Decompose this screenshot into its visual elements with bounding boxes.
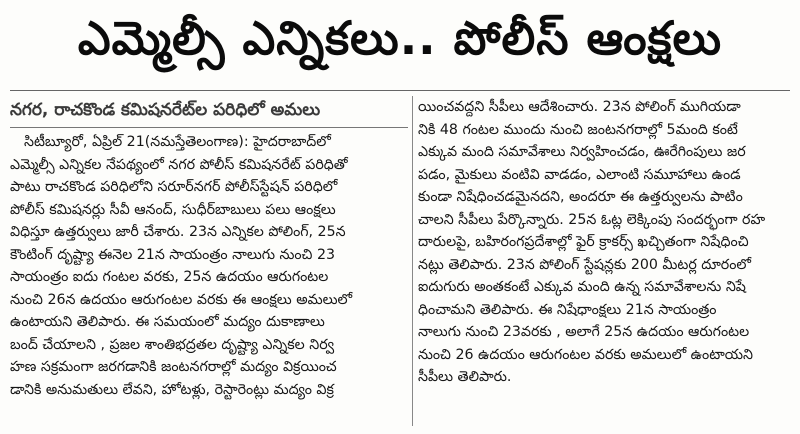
body-line: చాలని సీపీలు పేర్కొన్నారు. 25న ఓట్ల లెక్కింపు సందర్భంగా రహ [418,211,766,228]
body-line: పడం, మైకులు వంటివి వాడడం, ఎలాంటి సమూహాలు ఉండ [418,166,741,183]
headline: ఎమ్మెల్సీ ఎన్నికలు.. పోలీస్ ఆంక్షలు [77,11,723,65]
body-line: నికి 48 గంటల ముందు నుంచి జంటనగరాల్లో 5మంది కంటే [418,121,738,138]
subheading: నగర, రాచకొండ కమిషనరేట్‌ల పరిధిలో అమలు [10,96,408,128]
body-line: ఐదుగురు అంతకంటే ఎక్కువ మంది ఉన్న సమావేశాలను నిషే [418,279,746,295]
body-line: బంద్ చేయాలని , ప్రజల శాంతిభద్రతల దృష్ట్యా ఎన్నికల నిర్వ [10,336,335,353]
body-line: నట్లు తెలిపారు. 23న పోలింగ్ స్టేషన్లకు 200 మీటర్ల దూరంలో [418,256,751,273]
body-line: ఎక్కువ మంది సమావేశాలు నిర్వహించడం, ఊరేగింపులు జర [418,144,746,160]
body-line: హణ సక్రమంగా జరగడానికి జంటనగరాల్లో మద్యం విక్రయించ [10,359,337,375]
body-line: ఎమ్మెల్సీ ఎన్నికల నేపథ్యంలో నగర పోలీస్ కమిషనరేట్ పరిధితో [10,156,348,173]
body-line: నాలుగు నుంచి 23వరకు , అలాగే 25న ఉదయం ఆరుగంటల [418,324,750,340]
body-line: కౌంటింగ్ దృష్ట్యా ఈనెల 21న సాయంత్రం నాలుగు నుంచి 23 [10,246,335,263]
body-line: సీపీలు తెలిపారు. [418,369,512,385]
body-line: కుండా నిషేధించడమైనదని, అందరూ ఈ ఉత్తర్వులను పాటిం [418,189,743,205]
headline-rule [10,90,790,91]
body-line: యించవద్దని సీపీలు ఆదేశించారు. 23న పోలింగ్ ముగియడా [418,99,741,115]
body-line: సాయంత్రం ఐదు గంటల వరకు, 25న ఉదయం ఆరుగంటల [10,269,329,285]
body-line: విధిస్తూ ఉత్తర్వులు జారీ చేశారు. 23న ఎన్నికల పోలింగ్, 25న [10,224,346,240]
body-line: డానికి అనుమతులు లేవని, హోటళ్లు, రెస్టారెంట్లు మద్యం విక్ర [10,381,334,398]
right-column [418,96,790,389]
body-line: పాటు రాచకొండ పరిధిలోని సరూర్‌నగర్ పోలీస్‌స్టేషన్ పరిధిలో [10,179,338,195]
body-line: సిటీబ్యూరో, ఏప్రిల్ 21(నమస్తేతెలంగాణ): హైదరాబాద్‌లో [24,134,331,150]
body-line: నుంచి 26 ఉదయం ఆరుగంటల వరకు అమలులో ఉంటాయని [418,346,753,363]
body-line: ధించామని తెలిపారు. ఈ నిషేధాంక్షలు 21న సాయంత్రం [418,301,717,318]
column-divider [412,96,413,426]
body-line: పోలీస్ కమిషనర్లు సీవీ ఆనంద్, సుధీర్‌బాబులు పలు ఆంక్షలు [10,201,336,218]
body-line: ఉంటాయని తెలిపారు. ఈ సమయంలో మద్యం దుకాణాలు [10,314,325,330]
body-line: దారులపై, బహిరంగప్రదేశాల్లో ఫైర్ క్రాకర్స్ ఖచ్చితంగా నిషేధించి [418,234,749,250]
left-column [10,96,408,401]
body-line: నుంచి 26న ఉదయం ఆరుగంటల వరకు ఈ ఆంక్షలు అమలులో [10,291,353,308]
